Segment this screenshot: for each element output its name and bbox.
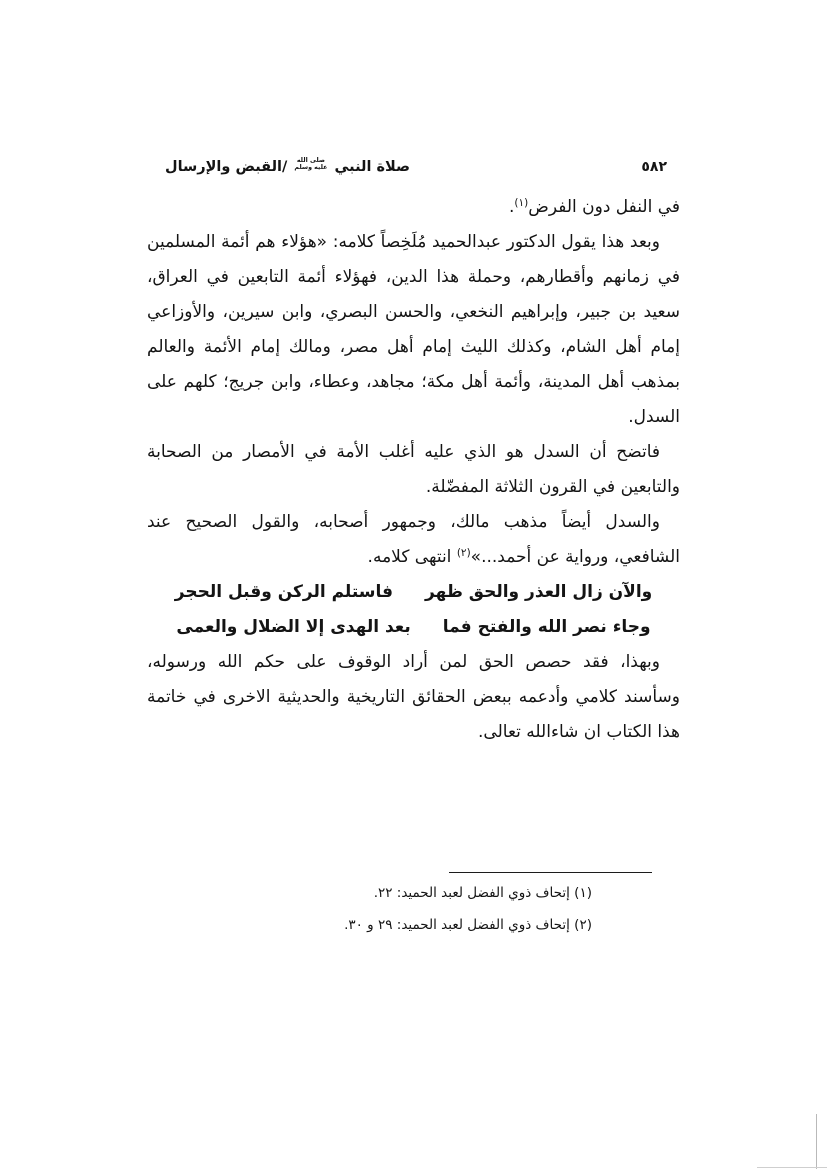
footnote-ref-2: (٢) bbox=[456, 547, 471, 559]
footnote-1: (١) إتحاف ذوي الفضل لعبد الحميد: ٢٢. bbox=[373, 885, 592, 901]
hemistich-1-left: فاستلم الركن وقبل الحجر bbox=[174, 582, 394, 602]
running-title-post: /القبض والإرسال bbox=[165, 159, 288, 175]
body-text bbox=[147, 190, 680, 750]
page-number: ٥٨٢ bbox=[641, 159, 667, 175]
verse-line-1 bbox=[147, 575, 680, 610]
footnotes-section bbox=[192, 872, 652, 941]
running-title-pre: صلاة النبي bbox=[334, 159, 411, 175]
paragraph-closing: وبهذا، فقد حصص الحق لمن أراد الوقوف على حكم الله ورسوله، وسأسند كلامي وأدعمه ببعض الحقائق التاريخية والحديثية الاخرى في خاتمة هذا الكتاب ان شاءالله تعالى. bbox=[147, 652, 680, 742]
footnote-separator bbox=[449, 872, 652, 873]
continuation-period: . bbox=[509, 197, 515, 217]
verse-line-2 bbox=[147, 610, 680, 645]
footnote-ref-1: (١) bbox=[514, 197, 529, 209]
scan-artifact-bottom-edge bbox=[757, 1167, 827, 1168]
honorific-top: صلى الله bbox=[296, 157, 325, 165]
honorific-bottom: عليه وسلم bbox=[294, 164, 328, 171]
madhhab-text: والسدل أيضاً مذهب مالك، وجمهور أصحابه، والقول الصحيح عند الشافعي، ورواية عن أحمد...» bbox=[147, 512, 680, 567]
hemistich-2-right: وجاء نصر الله والفتح فما bbox=[442, 617, 651, 637]
paragraph-madhhab bbox=[147, 505, 680, 575]
paragraph-continuation bbox=[147, 190, 680, 225]
page-header bbox=[165, 150, 667, 184]
paragraph-conclusion-sadl: فاتضح أن السدل هو الذي عليه أغلب الأمة في الأمصار من الصحابة والتابعين في القرون الثلاثة المفضّلة. bbox=[147, 442, 680, 497]
hemistich-2-left: بعد الهدى إلا الضلال والعمى bbox=[176, 617, 411, 637]
sallallahu-honorific-glyph bbox=[294, 158, 327, 172]
scan-artifact-right-edge bbox=[816, 1114, 817, 1169]
paragraph-quote-imams: وبعد هذا يقول الدكتور عبدالحميد مُلَخِصاً كلامه: «هؤلاء هم أئمة المسلمين في زمانهم وأقطارهم، وحملة هذا الدين، فهؤلاء أئمة التابعين في العراق، سعيد بن جبير، وإبراهيم النخعي، والحسن البصري، وابن سيرين، والأوزاعي إمام أهل الشام، وكذلك الليث إمام أهل مصر، ومالك إمام الأئمة والعالم بمذهب أهل المدينة، وأئمة أهل مكة؛ مجاهد، وعطاء، وابن جريج؛ كلهم على السدل. bbox=[147, 232, 680, 427]
footnote-2: (٢) إتحاف ذوي الفضل لعبد الحميد: ٢٩ و ٣٠. bbox=[344, 917, 592, 933]
hemistich-1-right: والآن زال العذر والحق ظهر bbox=[425, 582, 653, 602]
poetry-block bbox=[147, 575, 680, 645]
continuation-text: في النفل دون الفرض bbox=[528, 197, 680, 217]
madhhab-ending: انتهى كلامه. bbox=[367, 547, 457, 567]
running-title bbox=[165, 159, 410, 175]
